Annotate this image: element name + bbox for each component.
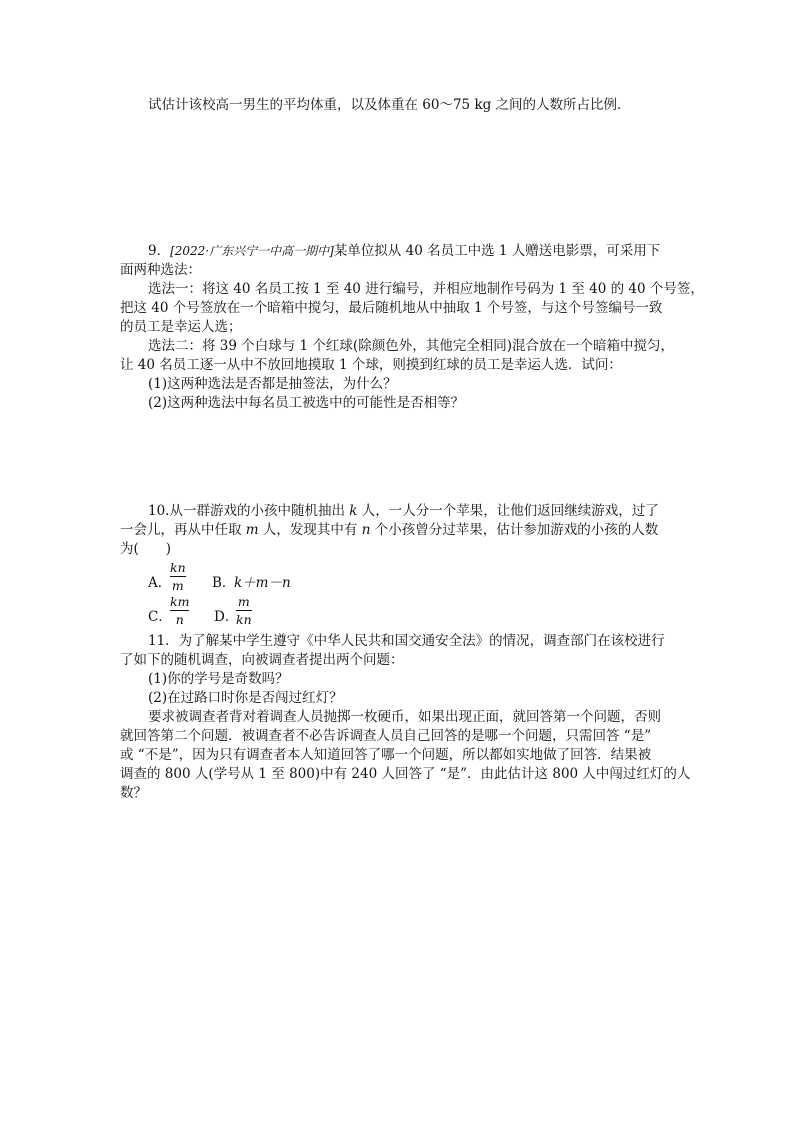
question-11-sub-question-2: (2)在过路口时你是否闯过红灯？ — [148, 690, 343, 706]
option-a-denominator: m — [171, 578, 184, 593]
question-9-text: 某单位拟从 40 名员工中选 1 人赠送电影票，可采用下 — [333, 243, 661, 259]
question-10-text-part: 人，一人分一个苹果，让他们返回继续游戏，过了 — [357, 503, 659, 519]
fraction-bar — [170, 610, 189, 611]
fraction-bar — [236, 610, 252, 611]
option-b-label: B． — [212, 575, 236, 591]
question-9-method-1-line-3: 的员工是幸运人选； — [120, 319, 242, 335]
question-9-method-1-line-2: 把这 40 个号签放在一个暗箱中搅匀，最后随机地从中抽取 1 个号签，与这个号签编号一致 — [120, 300, 663, 316]
question-10-options-row-1 — [148, 560, 348, 596]
variable-n: n — [361, 522, 371, 538]
question-9-method-2-line-1: 选法二：将 39 个白球与 1 个红球(除颜色外，其他完全相同)混合放在一个暗箱中搅匀， — [148, 338, 674, 354]
question-10-line-1 — [148, 502, 659, 520]
question-9-method-2-line-2: 让 40 名员工逐一从中不放回地摸取 1 个球，则摸到红球的员工是幸运人选．试问： — [120, 357, 622, 373]
option-d-denominator: kn — [236, 612, 252, 627]
option-a-numerator: kn — [170, 560, 186, 575]
question-10-text-part: 一会儿，再从中任取 — [120, 522, 246, 538]
question-11-paragraph-line-4: 调查的 800 人(学号从 1 至 800)中有 240 人回答了 “是”．由此估计这 800 人中闯过红灯的人 — [120, 766, 691, 782]
question-9-sub-question-1: (1)这两种选法是否都是抽签法，为什么？ — [148, 376, 397, 392]
question-11-sub-question-1: (1)你的学号是奇数吗？ — [148, 671, 289, 687]
question-11-paragraph-line-2: 就回答第二个问题．被调查者不必告诉调查人员自己回答的是哪一个问题，只需回答 “是” — [120, 728, 652, 744]
option-c-denominator: n — [175, 612, 184, 627]
question-11-line-2: 了如下的随机调查，向被调查者提出两个问题： — [120, 652, 404, 668]
question-10-line-3: 为( ) — [120, 541, 172, 557]
variable-k: k — [349, 503, 358, 519]
option-d-numerator: m — [237, 594, 250, 609]
question-9-sub-question-2: (2)这两种选法中每名员工被选中的可能性是否相等？ — [148, 395, 465, 411]
question-10-options-row-2 — [148, 594, 348, 630]
fraction-bar — [170, 576, 186, 577]
question-9-line-2: 面两种选法： — [120, 262, 201, 278]
question-10-text-part: 10.从一群游戏的小孩中随机抽出 — [148, 503, 350, 519]
question-11-line-1: 11．为了解某中学生遵守《中华人民共和国交通安全法》的情况，调查部门在该校进行 — [148, 633, 665, 649]
option-d-fraction — [236, 594, 252, 627]
question-9-source: [2022·广东兴宁一中高一期中] — [170, 244, 334, 258]
question-11-paragraph-line-1: 要求被调查者背对着调查人员抛掷一枚硬币，如果出现正面，就回答第一个问题，否则 — [148, 709, 661, 725]
question-10-text-part: 人，发现其中有 — [258, 522, 362, 538]
question-9-first-line — [148, 242, 660, 260]
question-9-method-1-line-1: 选法一：将这 40 名员工按 1 至 40 进行编号，并相应地制作号码为 1 至 40 的 40 个号签， — [148, 281, 704, 297]
question-11-paragraph-line-3: 或 “不是”，因为只有调查者本人知道回答了哪一个问题，所以都如实地做了回答．结果被 — [120, 747, 652, 763]
option-a-label: A． — [148, 575, 172, 591]
option-b-expression: k＋m－n — [234, 575, 291, 591]
question-10-text-part: 个小孩曾分过苹果，估计参加游戏的小孩的人数 — [370, 522, 659, 538]
question-11-paragraph-line-5: 数？ — [120, 785, 147, 801]
question-9-number: 9． — [148, 243, 171, 259]
option-a-fraction — [170, 560, 186, 593]
question-10-line-2 — [120, 521, 658, 539]
option-c-fraction — [170, 594, 189, 627]
previous-question-text: 试估计该校高一男生的平均体重，以及体重在 60～75 kg 之间的人数所占比例． — [148, 97, 631, 113]
option-c-numerator: km — [170, 594, 190, 609]
option-d-label: D． — [214, 609, 239, 625]
variable-m: m — [245, 522, 259, 538]
option-c-label: C． — [148, 609, 172, 625]
